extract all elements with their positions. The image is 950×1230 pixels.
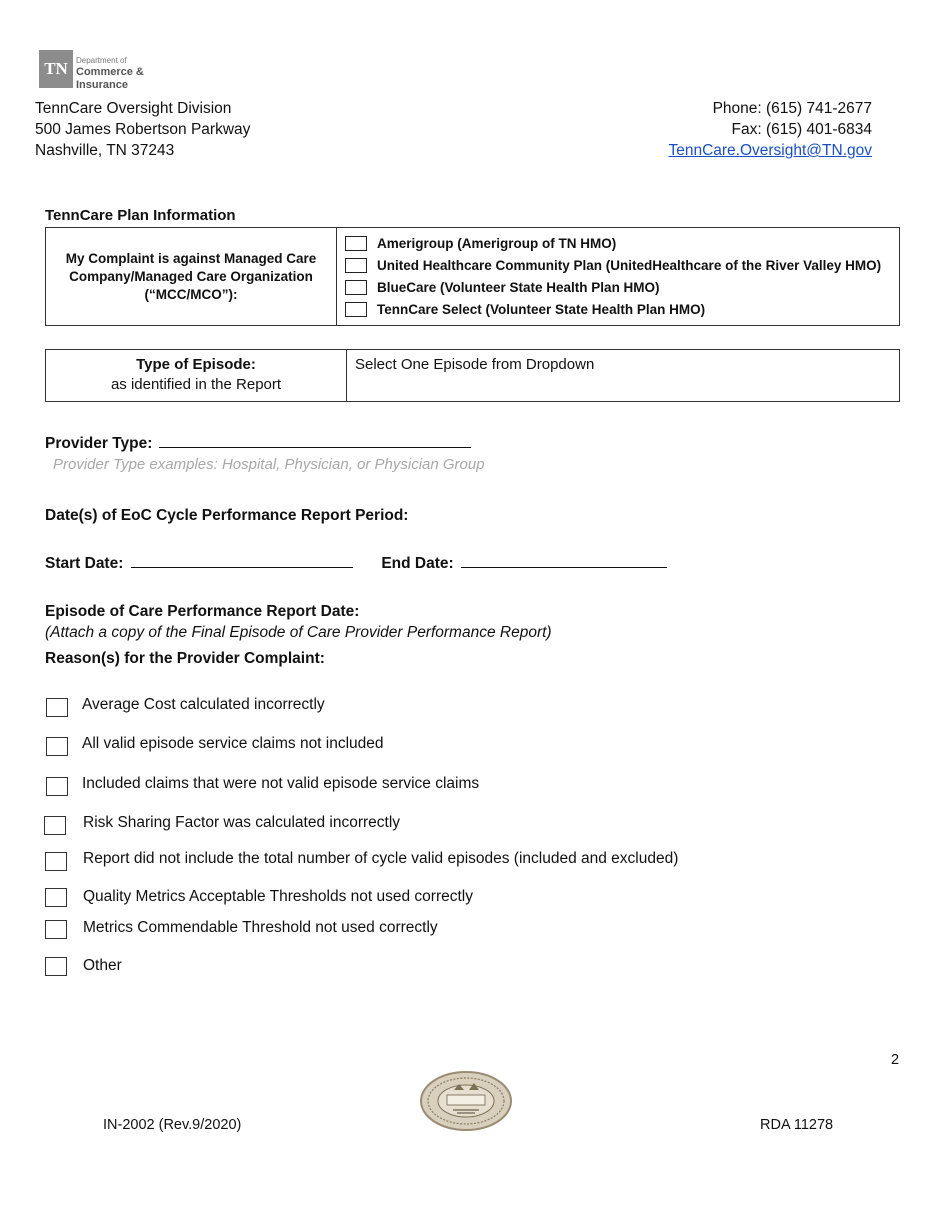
provider-type-label: Provider Type: <box>45 435 153 452</box>
provider-type-input[interactable] <box>159 433 471 448</box>
end-date-input[interactable] <box>461 553 667 568</box>
episode-dropdown-value: Select One Episode from Dropdown <box>355 356 595 373</box>
reason-checkbox-other[interactable] <box>45 957 67 976</box>
phone-number: Phone: (615) 741-2677 <box>712 100 872 117</box>
plan-section-title: TennCare Plan Information <box>45 207 236 224</box>
report-period-dates <box>45 553 667 573</box>
episode-table <box>45 349 900 402</box>
mco-option-label: BlueCare (Volunteer State Health Plan HMO) <box>377 280 660 295</box>
page-number: 2 <box>891 1052 900 1068</box>
start-date-label: Start Date: <box>45 555 124 572</box>
mco-complaint-label-text: My Complaint is against Managed Care Company/Managed Care Organization (“MCC/MCO”): <box>65 250 317 302</box>
attach-report-note: (Attach a copy of the Final Episode of Care Provider Performance Report) <box>45 624 552 641</box>
checkbox[interactable] <box>345 236 367 251</box>
mco-option-tenncare-select[interactable] <box>345 299 891 321</box>
episode-type-label <box>46 350 347 402</box>
reason-label-acceptable-thresholds: Quality Metrics Acceptable Thresholds not used correctly <box>83 888 473 905</box>
tn-department-logo <box>39 50 149 92</box>
reason-checkbox-acceptable-thresholds[interactable] <box>45 888 67 907</box>
complaint-reasons-heading: Reason(s) for the Provider Complaint: <box>45 650 325 667</box>
report-date-heading: Episode of Care Performance Report Date: <box>45 603 360 620</box>
logo-text-line3: Insurance <box>76 79 128 91</box>
mco-options <box>337 228 900 326</box>
checkbox[interactable] <box>345 258 367 273</box>
reason-label-claims-not-included: All valid episode service claims not included <box>82 735 384 752</box>
mco-option-bluecare[interactable] <box>345 277 891 299</box>
reason-label-episode-count: Report did not include the total number of cycle valid episodes (included and excluded) <box>83 850 679 867</box>
reason-label-invalid-claims: Included claims that were not valid episode service claims <box>82 775 480 792</box>
email-link[interactable]: TennCare.Oversight@TN.gov <box>668 142 872 159</box>
address-line2: 500 James Robertson Parkway <box>35 121 251 138</box>
seal-graphic <box>419 1070 513 1132</box>
episode-type-dropdown[interactable] <box>347 350 900 402</box>
address-line1: TennCare Oversight Division <box>35 100 232 117</box>
logo-text-line2: Commerce & <box>76 66 144 78</box>
form-id: IN-2002 (Rev.9/2020) <box>103 1117 242 1133</box>
reason-checkbox-claims-not-included[interactable] <box>46 737 68 756</box>
reason-label-risk-sharing: Risk Sharing Factor was calculated incorrectly <box>83 814 401 831</box>
end-date-label: End Date: <box>381 555 454 572</box>
mco-option-amerigroup[interactable] <box>345 233 891 255</box>
tn-logo-mark: TN <box>39 50 73 88</box>
provider-type-examples: Provider Type examples: Hospital, Physician, or Physician Group <box>53 456 485 473</box>
reason-checkbox-average-cost[interactable] <box>46 698 68 717</box>
provider-type-field <box>45 433 471 453</box>
episode-type-label-bold: Type of Episode: <box>136 356 256 373</box>
reason-checkbox-risk-sharing[interactable] <box>44 816 66 835</box>
checkbox[interactable] <box>345 302 367 317</box>
reason-checkbox-invalid-claims[interactable] <box>46 777 68 796</box>
reason-checkbox-commendable-threshold[interactable] <box>45 920 67 939</box>
mco-option-united-healthcare[interactable] <box>345 255 891 277</box>
checkbox[interactable] <box>345 280 367 295</box>
address-line3: Nashville, TN 37243 <box>35 142 175 159</box>
episode-type-label-sub: as identified in the Report <box>110 376 282 393</box>
reason-label-other: Other <box>83 957 122 974</box>
division-address <box>35 98 250 161</box>
mco-option-label: United Healthcare Community Plan (UnitedHealthcare of the River Valley HMO) <box>377 258 882 273</box>
mco-option-label: Amerigroup (Amerigroup of TN HMO) <box>377 236 617 251</box>
mco-complaint-label <box>46 228 337 326</box>
start-date-input[interactable] <box>131 553 353 568</box>
report-period-heading: Date(s) of EoC Cycle Performance Report Period: <box>45 507 409 524</box>
tennessee-state-seal <box>419 1070 513 1132</box>
fax-number: Fax: (615) 401-6834 <box>731 121 872 138</box>
mco-option-label: TennCare Select (Volunteer State Health Plan HMO) <box>377 302 706 317</box>
plan-table <box>45 227 900 326</box>
rda-number: RDA 11278 <box>760 1117 834 1133</box>
reason-label-average-cost: Average Cost calculated incorrectly <box>82 696 325 713</box>
logo-text-line1: Department of <box>76 56 127 65</box>
contact-info <box>668 98 872 161</box>
reason-checkbox-episode-count[interactable] <box>45 852 67 871</box>
reason-label-commendable-threshold: Metrics Commendable Threshold not used correctly <box>83 919 438 936</box>
